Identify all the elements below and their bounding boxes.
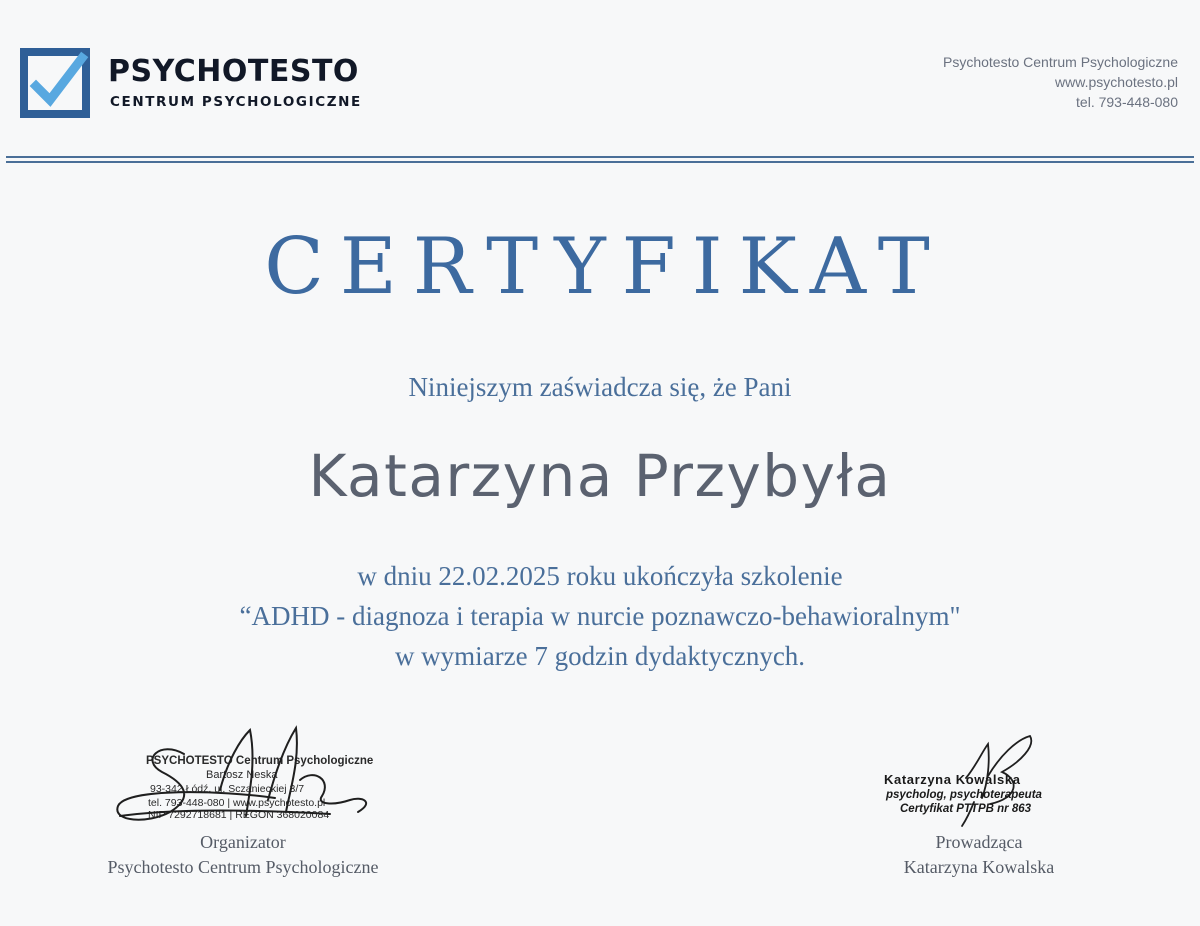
organizer-caption <box>43 830 443 880</box>
instructor-stamp-signature <box>870 732 1080 832</box>
recipient-name: Katarzyna Przybyła <box>308 442 892 510</box>
stamp-right-line3: Certyfikat PTTPB nr 863 <box>900 803 1032 815</box>
logo <box>20 48 380 122</box>
stamp-left-line5: NIP 7292718681 | REGON 368020084 <box>148 809 330 821</box>
certificate-body <box>0 556 1200 676</box>
stamp-left-line1: PSYCHOTESTO Centrum Psychologiczne <box>146 755 374 767</box>
organizer-role: Organizator <box>200 832 286 852</box>
stamp-right-line1: Katarzyna Kowalska <box>884 772 1021 787</box>
checkbox-logo-icon <box>20 48 90 118</box>
contact-block <box>943 52 1178 112</box>
stamp-left-line3: 93-342 Łódź, ul. Sczanieckiej 3/7 <box>150 783 305 795</box>
organizer-stamp-signature <box>100 720 390 830</box>
stamp-left-line2: Bartosz Neska <box>206 769 278 781</box>
course-title-line: “ADHD - diagnoza i terapia w nurcie poznawczo-behawioralnym" <box>239 601 961 631</box>
contact-name: Psychotesto Centrum Psychologiczne <box>943 54 1178 70</box>
logo-title: PSYCHOTESTO <box>108 54 359 89</box>
instructor-caption <box>870 830 1088 880</box>
stamp-left-line4: tel. 793-448-080 | www.psychotesto.pl <box>148 797 326 809</box>
course-hours-line: w wymiarze 7 godzin dydaktycznych. <box>394 641 806 671</box>
certificate-intro: Niniejszym zaświadcza się, że Pani <box>408 372 792 402</box>
instructor-name: Katarzyna Kowalska <box>903 857 1055 877</box>
contact-website: www.psychotesto.pl <box>1055 74 1178 90</box>
course-date-line: w dniu 22.02.2025 roku ukończyła szkolenie <box>357 561 843 591</box>
instructor-role: Prowadząca <box>935 832 1023 852</box>
certificate-title: CERTYFIKAT <box>264 222 946 312</box>
stamp-right-line2: psycholog, psychoterapeuta <box>886 789 1042 801</box>
organizer-name: Psychotesto Centrum Psychologiczne <box>107 857 379 877</box>
logo-subtitle: CENTRUM PSYCHOLOGICZNE <box>110 94 362 110</box>
header-divider-top <box>6 156 1194 158</box>
contact-phone: tel. 793-448-080 <box>1076 94 1178 110</box>
header-divider-bottom <box>6 161 1194 163</box>
